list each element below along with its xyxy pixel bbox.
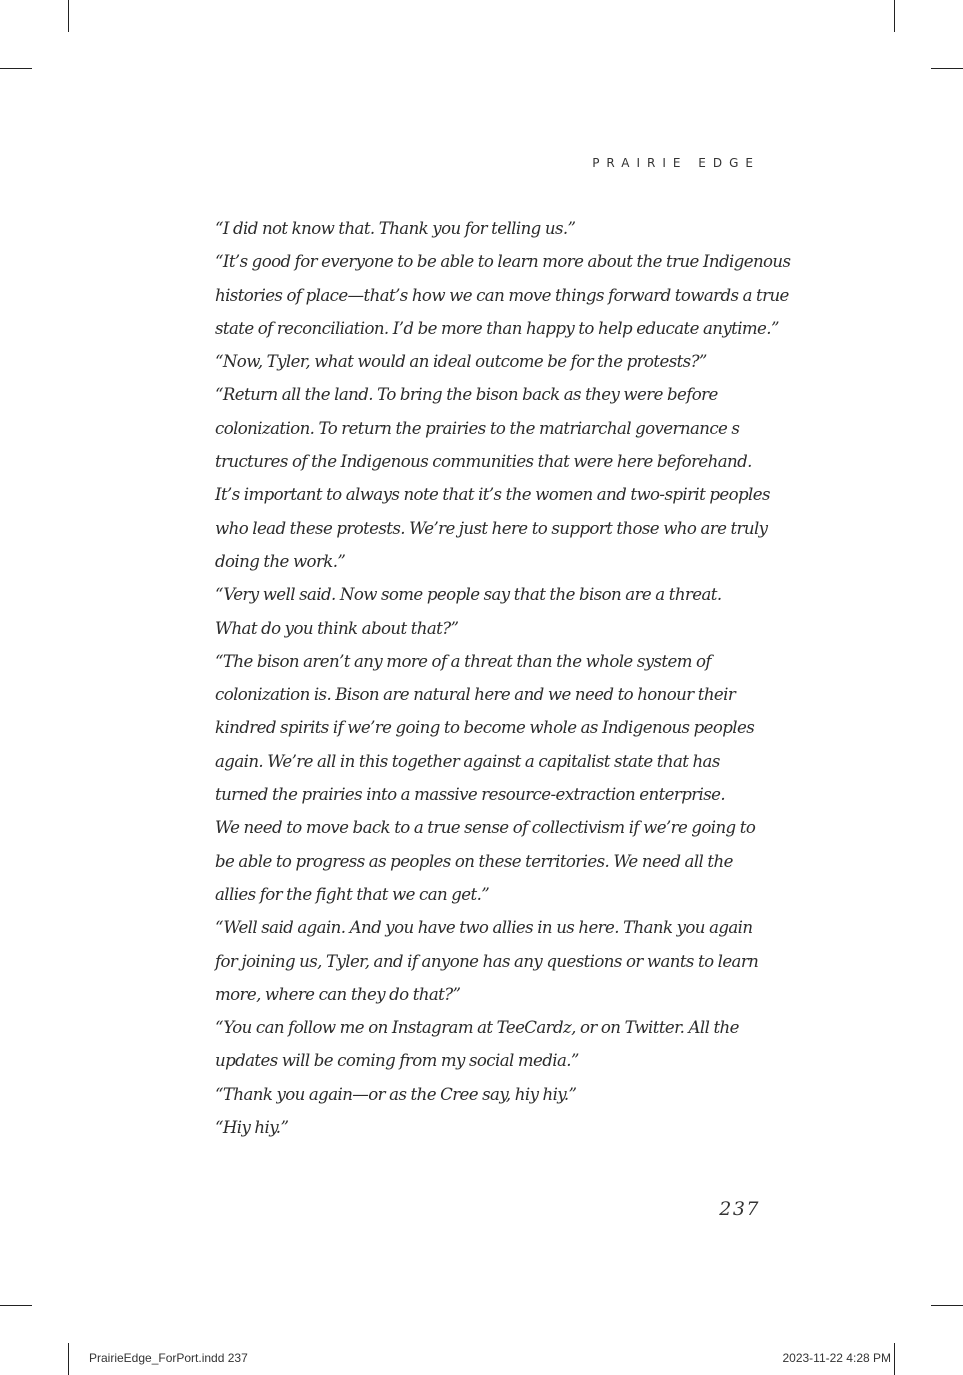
- text-line: turned the prairies into a massive resource-extraction enterprise.: [215, 785, 726, 805]
- crop-mark-top-right: [894, 0, 895, 32]
- text-line: “Now, Tyler, what would an ideal outcome be for the protests?”: [215, 352, 707, 372]
- text-line: for joining us, Tyler, and if anyone has any questions or wants to learn: [215, 951, 759, 971]
- text-line: “Well said again. And you have two allies in us here. Thank you again: [215, 918, 753, 938]
- text-line: updates will be coming from my social media.”: [215, 1051, 579, 1071]
- text-line: “I did not know that. Thank you for telling us.”: [215, 219, 576, 238]
- slug-date-time: 2023-11-22 4:28 PM: [782, 1351, 891, 1365]
- text-line: be able to progress as peoples on these territories. We need all the: [215, 851, 733, 871]
- crop-mark-top-right-h: [931, 68, 963, 69]
- crop-mark-bottom-right: [894, 1343, 895, 1375]
- text-line: colonization. To return the prairies to the matriarchal governance s: [215, 418, 740, 438]
- crop-mark-bottom-right-h: [931, 1305, 963, 1306]
- text-line: “You can follow me on Instagram at TeeCardz, or on Twitter. All the: [215, 1018, 739, 1038]
- running-head: PRAIRIE EDGE: [592, 156, 760, 170]
- text-line: more, where can they do that?”: [215, 984, 461, 1004]
- body-text: [215, 212, 791, 1144]
- text-line: doing the work.”: [215, 551, 346, 571]
- slug-file-name: PrairieEdge_ForPort.indd 237: [89, 1351, 248, 1365]
- text-line: “Thank you again—or as the Cree say, hiy hiy.”: [215, 1084, 577, 1104]
- crop-mark-bottom-left-h: [0, 1305, 32, 1306]
- crop-mark-top-left-h: [0, 68, 32, 69]
- text-line: “It’s good for everyone to be able to learn more about the true Indigenous: [215, 252, 791, 272]
- text-line: kindred spirits if we’re going to become whole as Indigenous peoples: [215, 718, 755, 738]
- text-line: We need to move back to a true sense of collectivism if we’re going to: [215, 818, 756, 838]
- text-line: “Very well said. Now some people say that the bison are a threat.: [215, 585, 722, 605]
- text-line: histories of place—that’s how we can move things forward towards a true: [215, 285, 789, 305]
- text-line: tructures of the Indigenous communities that were here beforehand.: [215, 452, 752, 472]
- text-line: “Return all the land. To bring the bison back as they were before: [215, 385, 718, 405]
- text-line: colonization is. Bison are natural here and we need to honour their: [215, 685, 736, 705]
- text-line: allies for the fight that we can get.”: [215, 884, 490, 904]
- text-line: “Hiy hiy.”: [215, 1118, 289, 1138]
- text-line: What do you think about that?”: [215, 618, 459, 638]
- text-line: who lead these protests. We’re just here to support those who are truly: [215, 518, 768, 538]
- page-number: 237: [719, 1198, 760, 1220]
- crop-mark-bottom-left: [68, 1343, 69, 1375]
- text-line: It’s important to always note that it’s the women and two-spirit peoples: [215, 485, 770, 505]
- crop-mark-top-left: [68, 0, 69, 32]
- text-line: state of reconciliation. I’d be more than happy to help educate anytime.”: [215, 318, 779, 338]
- text-line: “The bison aren’t any more of a threat than the whole system of: [215, 651, 711, 671]
- text-line: again. We’re all in this together against a capitalist state that has: [215, 751, 720, 771]
